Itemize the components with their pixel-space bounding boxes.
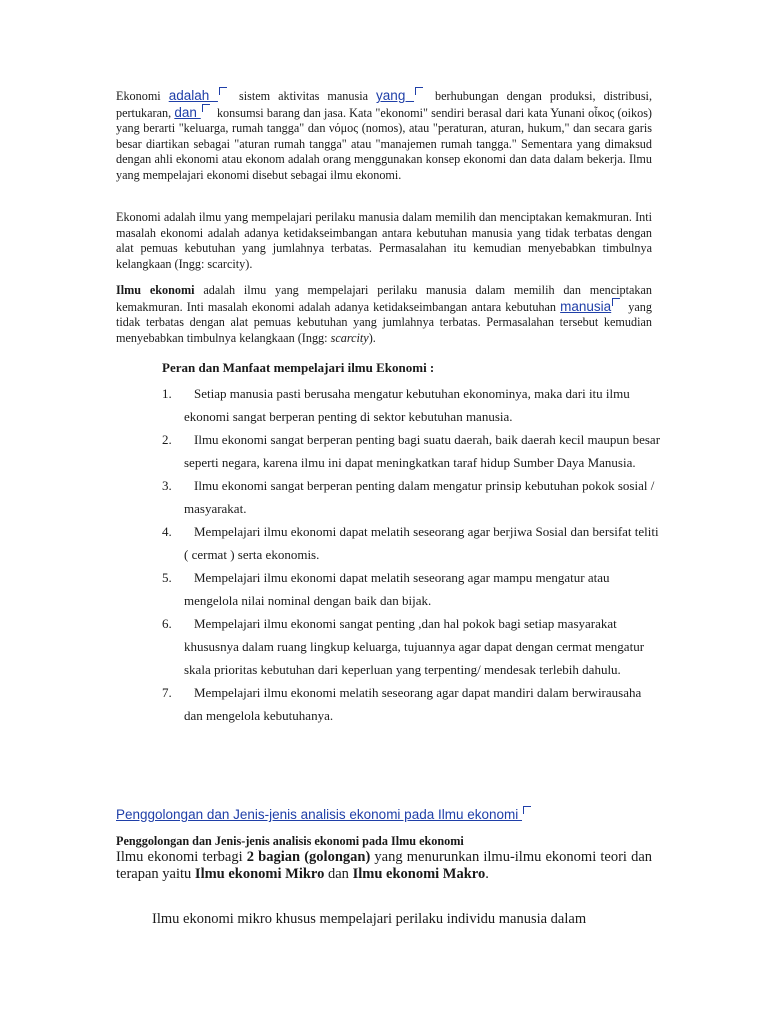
text: adalah ilmu yang mempelajari perilaku manusia dalam memilih dan menciptakan kemakmuran. Inti masalah ekonomi adalah adanya ketidakseimbangan antara kebutuhan	[116, 283, 652, 314]
external-link-icon	[415, 87, 423, 95]
list-item	[162, 566, 662, 612]
list-text: Mempelajari ilmu ekonomi melatih seseorang agar dapat mandiri dalam berwirausaha dan mengelola kebutuhanya.	[184, 685, 642, 723]
external-link-icon	[202, 104, 210, 112]
bold-term: 2 bagian (golongan)	[246, 849, 371, 865]
text: konsumsi barang dan jasa. Kata "ekonomi" sendiri berasal dari kata Yunani οἶκος (oikos) yang berarti "keluarga, rumah tangga" dan νόμος (nomos), atau "peraturan, aturan, hukum," dan secara garis besar diartikan sebagai "aturan rumah tangga" atau "manajemen rumah tangga." Sementara yang dimaksud dengan ahli ekonomi atau ekonom adalah orang menggunakan konsep ekonomi dan data dalam bekerja. Ilmu yang mempelajari ekonomi disebut sebagai ilmu ekonomi.	[116, 105, 652, 182]
list-text: Setiap manusia pasti berusaha mengatur kebutuhan ekonominya, maka dari itu ilmu ekonomi sangat berperan penting di sektor kebutuhan manusia.	[184, 386, 630, 424]
section-link-penggolongan[interactable]: Penggolongan dan Jenis-jenis analisis ekonomi pada Ilmu ekonomi	[116, 807, 535, 822]
sub-heading-penggolongan: Penggolongan dan Jenis-jenis analisis ekonomi pada Ilmu ekonomi	[116, 834, 464, 848]
section-heading-peran: Peran dan Manfaat mempelajari ilmu Ekonomi :	[162, 360, 435, 375]
benefits-list	[162, 382, 662, 727]
list-item	[162, 474, 662, 520]
text: yang menurunkan ilmu-ilmu ekonomi teori dan terapan yaitu	[116, 849, 653, 882]
text: ).	[368, 330, 376, 345]
list-text: Ilmu ekonomi sangat berperan penting bagi suatu daerah, baik daerah kecil maupun besar seperti negara, karena ilmu ini dapat meningkatkan taraf hidup Sumber Daya Manusia.	[184, 432, 661, 470]
text: dan	[324, 866, 353, 882]
list-item	[162, 681, 662, 727]
italic-term: scarcity	[330, 330, 369, 345]
list-number: 3.	[162, 478, 172, 493]
list-number: 5.	[162, 570, 172, 585]
list-number: 4.	[162, 524, 172, 539]
list-text: Ilmu ekonomi sangat berperan penting dalam mengatur prinsip kebutuhan pokok sosial / masyarakat.	[184, 478, 655, 516]
text: yang tidak terbatas dengan alat pemuas kebutuhan yang jumlahnya terbatas. Permasalahan tersebut kemudian menyebabkan timbulnya kelangkaan (Ingg:	[116, 299, 652, 345]
paragraph-mikro: Ilmu ekonomi mikro khusus mempelajari perilaku individu manusia dalam	[152, 911, 587, 927]
list-text: Mempelajari ilmu ekonomi dapat melatih seseorang agar berjiwa Sosial dan bersifat teliti ( cermat ) serta ekonomis.	[184, 524, 659, 562]
external-link-icon	[612, 298, 620, 306]
list-text: Mempelajari ilmu ekonomi sangat penting ,dan hal pokok bagi setiap masyarakat khususnya dalam ruang lingkup keluarga, tujuannya agar dapat dengan cermat mengatur skala prioritas kebutuhan dari keperluan yang terpenting/ mendesak terlebih dahulu.	[184, 616, 645, 677]
text: Ilmu ekonomi terbagi	[116, 849, 247, 865]
external-link-icon	[219, 87, 227, 95]
list-text: Mempelajari ilmu ekonomi dapat melatih seseorang agar mampu mengatur atau mengelola nilai nominal dengan baik dan bijak.	[184, 570, 610, 608]
list-item	[162, 520, 662, 566]
bold-term: Ilmu ekonomi Makro	[352, 866, 486, 882]
link-adalah[interactable]: adalah	[168, 88, 218, 103]
paragraph-economics: Ekonomi adalah ilmu yang mempelajari perilaku manusia dalam memilih dan menciptakan kemakmuran. Inti masalah ekonomi adalah adanya ketidakseimbangan antara kebutuhan manusia yang tidak terbatas dengan alat pemuas kebutuhan yang jumlahnya terbatas. Permasalahan itu kemudian menyebabkan timbulnya kelangkaan (Ingg: scarcity).	[116, 210, 652, 271]
text: .	[485, 866, 489, 882]
link-dan[interactable]: dan	[174, 104, 201, 120]
list-item	[162, 612, 662, 681]
list-number: 1.	[162, 386, 172, 401]
text: Ekonomi	[116, 89, 169, 103]
paragraph-ilmu-ekonomi	[116, 283, 652, 346]
text: berhubungan dengan produksi, distribusi, pertukaran,	[116, 89, 652, 120]
list-item	[162, 428, 662, 474]
paragraph-golongan	[116, 849, 652, 883]
link-manusia[interactable]: manusia	[560, 298, 612, 314]
list-number: 2.	[162, 432, 172, 447]
bold-term: Ilmu ekonomi	[116, 283, 195, 297]
text: sistem aktivitas manusia	[230, 89, 377, 103]
list-item	[162, 382, 662, 428]
link-yang[interactable]: yang	[376, 88, 415, 103]
external-link-icon	[523, 806, 531, 814]
list-number: 6.	[162, 616, 172, 631]
list-number: 7.	[162, 685, 172, 700]
paragraph-definition	[116, 88, 652, 184]
bold-term: Ilmu ekonomi Mikro	[194, 866, 325, 882]
